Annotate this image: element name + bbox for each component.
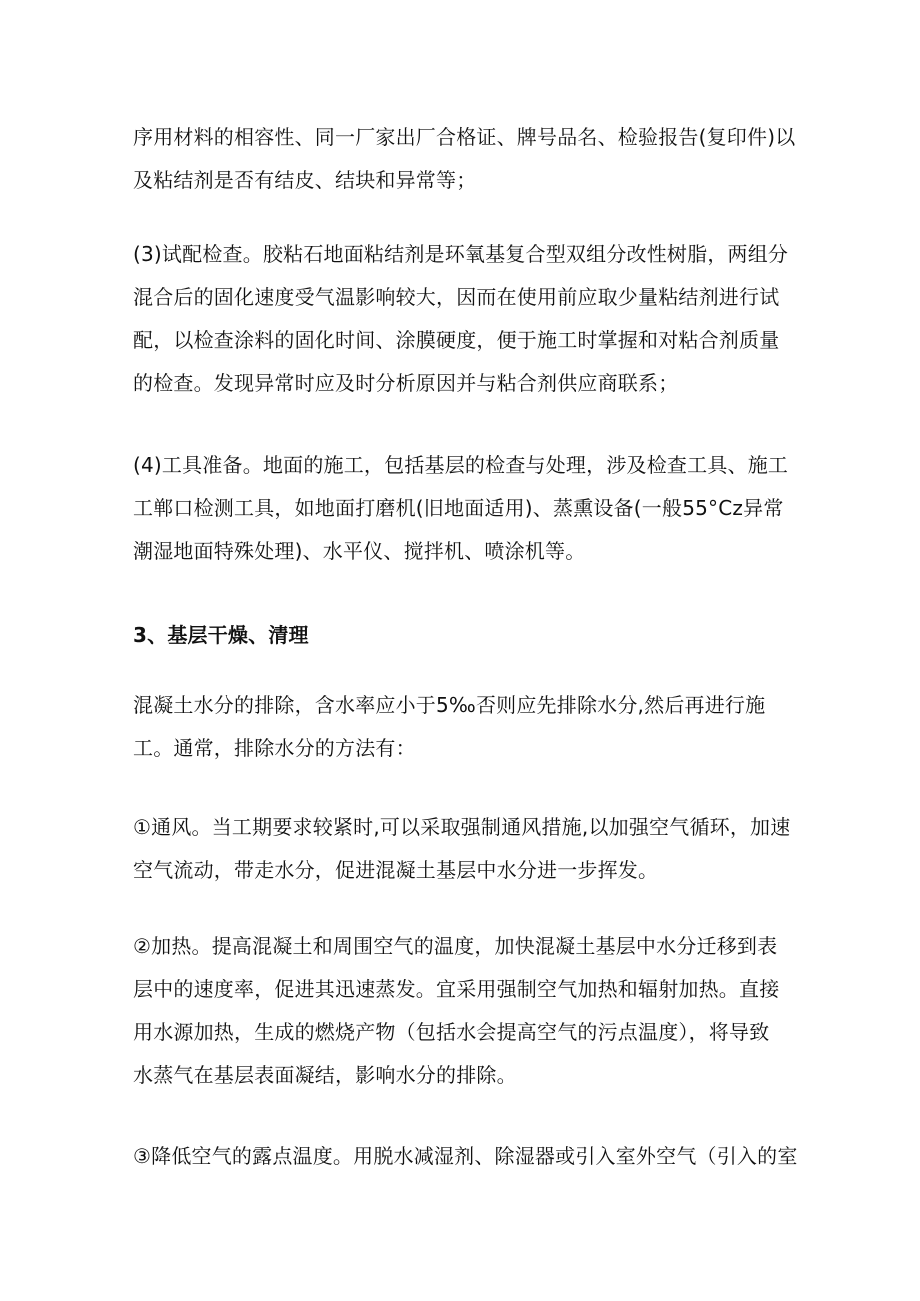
text-line: 的检查。发现异常时应及时分析原因并与粘合剂供应商联系； — [133, 371, 679, 395]
paragraph-trial-mix-check — [133, 233, 793, 405]
text-line: 工郸口检测工具，如地面打磨机(旧地面适用)、蒸熏设备(一般55°Cz异常 — [133, 496, 784, 520]
text-line: 工。通常，排除水分的方法有： — [133, 736, 416, 760]
paragraph-heating — [133, 925, 793, 1097]
text-line: 空气流动，带走水分，促进混凝土基层中水分进一步挥发。 — [133, 858, 659, 882]
text-line: (3)试配检查。胶粘石地面粘结剂是环氧基复合型双组分改性树脂，两组分 — [133, 242, 789, 266]
paragraph-dew-point — [133, 1135, 798, 1178]
paragraph-tool-preparation — [133, 444, 793, 573]
text-line: (4)工具准备。地面的施工，包括基层的检查与处理，涉及检查工具、施工 — [133, 453, 789, 477]
text-line: 及粘结剂是否有结皮、结块和异常等； — [133, 168, 477, 192]
paragraph-moisture-removal — [133, 684, 793, 770]
paragraph-materials-check — [133, 116, 796, 202]
text-line: 混合后的固化速度受气温影响较大，因而在使用前应取少量粘结剂进行试 — [133, 285, 780, 309]
text-line: 配，以检查涂料的固化时间、涂膜硬度，便于施工时掌握和对粘合剂质量 — [133, 328, 780, 352]
text-line: ③降低空气的露点温度。用脱水减湿剂、除湿器或引入室外空气（引入的室 — [133, 1144, 798, 1168]
heading-text: 3、基层干燥、清理 — [133, 623, 309, 647]
text-line: 潮湿地面特殊处理)、水平仪、搅拌机、喷涂机等。 — [133, 539, 586, 563]
text-line: ②加热。提高混凝土和周围空气的温度，加快混凝土基层中水分迁移到表 — [133, 934, 778, 958]
paragraph-ventilation — [133, 806, 793, 892]
text-line: 用水源加热，生成的燃烧产物（包括水会提高空气的污点温度），将导致 — [133, 1020, 770, 1044]
text-line: ①通风。当工期要求较紧时,可以采取强制通风措施,以加强空气循环，加速 — [133, 815, 791, 839]
section-heading — [133, 614, 793, 657]
text-line: 水蒸气在基层表面凝结，影响水分的排除。 — [133, 1063, 517, 1087]
text-line: 层中的速度率，促进其迅速蒸发。宜采用强制空气加热和辐射加热。直接 — [133, 977, 780, 1001]
text-line: 序用材料的相容性、同一厂家出厂合格证、牌号品名、检验报告(复印件)以 — [133, 125, 796, 149]
text-line: 混凝土水分的排除，含水率应小于5‰否则应先排除水分,然后再进行施 — [133, 693, 766, 717]
